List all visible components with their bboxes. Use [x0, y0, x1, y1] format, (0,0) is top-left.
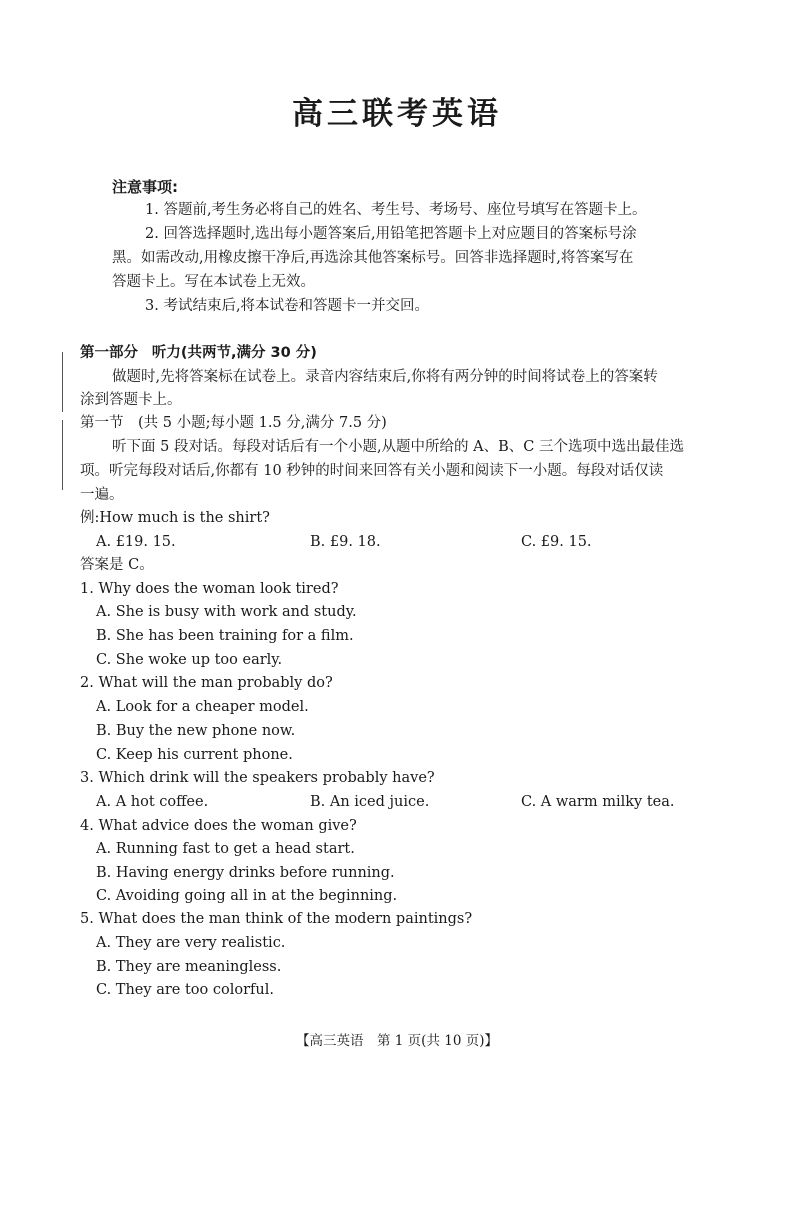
section-heading: 第一节 (共 5 小题;每小题 1.5 分,满分 7.5 分) — [80, 415, 387, 431]
question-option: C. Avoiding going all in at the beginning. — [96, 888, 398, 904]
question-option: B. Buy the new phone now. — [96, 723, 296, 739]
binding-margin-line — [62, 420, 63, 490]
notice-line: 1. 答题前,考生务必将自己的姓名、考生号、考场号、座位号填写在答题卡上。 — [145, 202, 647, 218]
example-prompt: 例:How much is the shirt? — [80, 510, 270, 526]
question-prompt: 1. Why does the woman look tired? — [80, 581, 339, 597]
notice-line: 黑。如需改动,用橡皮擦干净后,再选涂其他答案标号。回答非选择题时,将答案写在 — [112, 250, 634, 266]
question-option: B. She has been training for a film. — [96, 628, 354, 644]
question-option: B. They are meaningless. — [96, 959, 282, 975]
question-option: A. Running fast to get a head start. — [96, 841, 355, 857]
part-intro: 涂到答题卡上。 — [80, 392, 182, 408]
notice-heading: 注意事项: — [112, 178, 178, 196]
notice-line: 3. 考试结束后,将本试卷和答题卡一并交回。 — [145, 298, 430, 314]
question-prompt: 3. Which drink will the speakers probably have? — [80, 770, 435, 786]
section-intro: 听下面 5 段对话。每段对话后有一个小题,从题中所给的 A、B、C 三个选项中选出最佳选 — [112, 439, 684, 455]
part-heading — [80, 343, 317, 363]
example-option-b: B. £9. 18. — [310, 534, 381, 550]
example-answer: 答案是 C。 — [80, 557, 154, 573]
part-intro: 做题时,先将答案标在试卷上。录音内容结束后,你将有两分钟的时间将试卷上的答案转 — [112, 369, 658, 385]
notice-line: 答题卡上。写在本试卷上无效。 — [112, 274, 315, 290]
question-prompt: 2. What will the man probably do? — [80, 675, 333, 691]
notice-line: 2. 回答选择题时,选出每小题答案后,用铅笔把答题卡上对应题目的答案标号涂 — [145, 226, 637, 242]
example-option-c: C. £9. 15. — [521, 534, 592, 550]
binding-margin-line — [62, 352, 63, 412]
question-option: C. They are too colorful. — [96, 982, 274, 998]
section-intro: 项。听完每段对话后,你都有 10 秒钟的时间来回答有关小题和阅读下一小题。每段对话仅读 — [80, 463, 664, 479]
question-option: C. A warm milky tea. — [521, 794, 675, 810]
question-option: C. Keep his current phone. — [96, 747, 293, 763]
section-intro: 一遍。 — [80, 487, 124, 503]
question-option: A. They are very realistic. — [96, 935, 286, 951]
question-prompt: 4. What advice does the woman give? — [80, 818, 357, 834]
page-title: 高三联考英语 — [292, 96, 502, 132]
question-option: B. Having energy drinks before running. — [96, 865, 395, 881]
question-option: A. Look for a cheaper model. — [96, 699, 309, 715]
page-footer: 【高三英语 第 1 页(共 10 页)】 — [296, 1033, 498, 1049]
question-option: A. A hot coffee. — [96, 794, 209, 810]
example-option-a: A. £19. 15. — [96, 534, 176, 550]
question-prompt: 5. What does the man think of the modern paintings? — [80, 911, 473, 927]
part-heading-title: 听力(共两节,满分 30 分) — [151, 345, 317, 361]
question-option: B. An iced juice. — [310, 794, 430, 810]
question-option: C. She woke up too early. — [96, 652, 283, 668]
question-option: A. She is busy with work and study. — [96, 604, 357, 620]
part-heading-label: 第一部分 — [80, 345, 138, 361]
